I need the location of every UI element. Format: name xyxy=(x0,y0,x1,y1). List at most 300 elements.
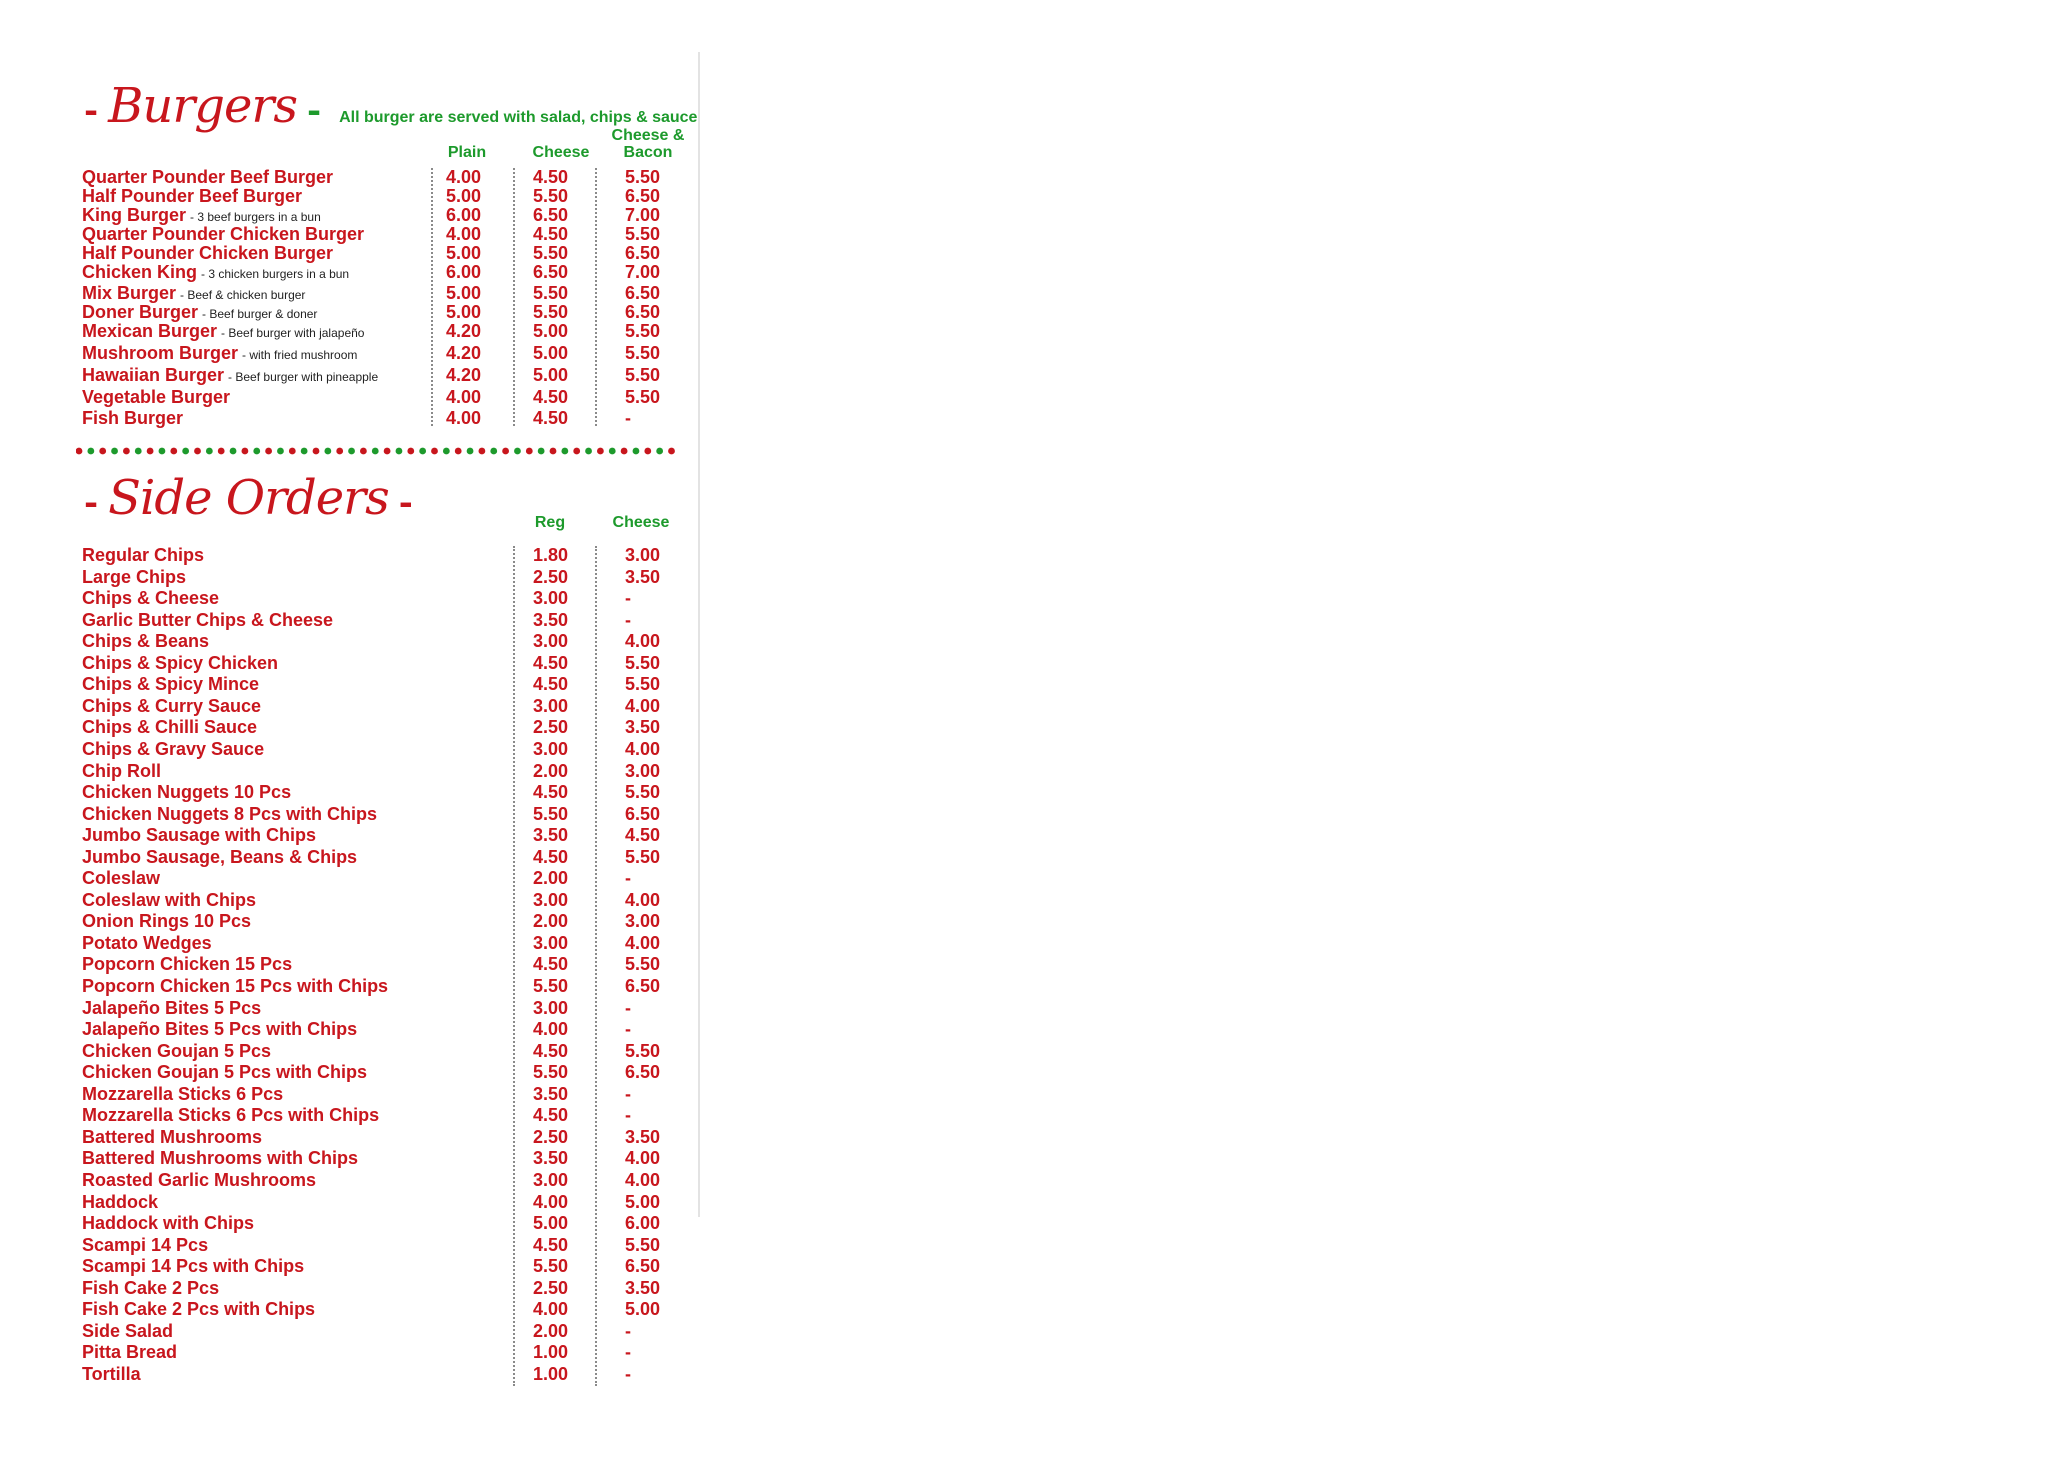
item-name: Doner Burger xyxy=(82,302,199,322)
item-price: 1.80 xyxy=(533,545,569,565)
sides-col-cheese: Cheese xyxy=(612,514,670,531)
divider-dot xyxy=(159,448,166,455)
item-price: 3.00 xyxy=(533,696,569,716)
menu-item-row xyxy=(82,911,702,931)
divider-dot xyxy=(621,448,628,455)
item-price: 3.00 xyxy=(533,998,569,1018)
item-name: Chicken King xyxy=(82,262,198,282)
item-name: Battered Mushrooms xyxy=(82,1127,263,1147)
section-divider xyxy=(76,446,676,456)
menu-item-row xyxy=(82,998,702,1018)
item-name: Jumbo Sausage with Chips xyxy=(82,825,317,845)
divider-dot xyxy=(99,448,106,455)
item-price: 3.50 xyxy=(625,717,661,737)
divider-dot xyxy=(419,448,426,455)
item-price: 6.00 xyxy=(625,1213,661,1233)
item-price: 4.00 xyxy=(625,890,661,910)
item-price: 4.50 xyxy=(533,387,569,407)
burgers-column-separator xyxy=(513,168,515,426)
item-price: 4.50 xyxy=(533,408,569,428)
item-price: 3.00 xyxy=(533,1170,569,1190)
item-name: Fish Burger xyxy=(82,408,184,428)
item-name: Chips & Spicy Chicken xyxy=(82,653,279,673)
item-price: - xyxy=(625,1019,631,1039)
item-price: 2.00 xyxy=(533,761,569,781)
divider-dot xyxy=(360,448,367,455)
item-name: Jalapeño Bites 5 Pcs xyxy=(82,998,262,1018)
item-price: 5.50 xyxy=(533,976,569,996)
item-name: Pitta Bread xyxy=(82,1342,178,1362)
item-name: Quarter Pounder Beef Burger xyxy=(82,167,334,187)
item-price: 3.00 xyxy=(533,890,569,910)
menu-item-row xyxy=(82,365,702,385)
divider-dot xyxy=(431,448,438,455)
item-price: 5.50 xyxy=(625,782,661,802)
item-description: - Beef burger with jalapeño xyxy=(221,326,365,340)
menu-item-row xyxy=(82,847,702,867)
item-price: 6.50 xyxy=(625,283,661,303)
item-price: - xyxy=(625,1105,631,1125)
item-name: Mexican Burger xyxy=(82,321,218,341)
item-name: Haddock with Chips xyxy=(82,1213,255,1233)
burgers-col-plain: Plain xyxy=(447,144,487,161)
item-price: 3.00 xyxy=(625,545,661,565)
item-price: 4.00 xyxy=(446,224,482,244)
menu-item-row xyxy=(82,804,702,824)
divider-dot xyxy=(111,448,118,455)
menu-item-row xyxy=(82,588,702,608)
item-price: 5.50 xyxy=(625,224,661,244)
menu-item-row xyxy=(82,1342,702,1362)
item-name: Regular Chips xyxy=(82,545,205,565)
item-price: 5.50 xyxy=(625,343,661,363)
item-price: 4.50 xyxy=(533,674,569,694)
divider-dot xyxy=(561,448,568,455)
divider-dot xyxy=(396,448,403,455)
item-price: 5.00 xyxy=(533,321,569,341)
item-name: Chips & Chilli Sauce xyxy=(82,717,258,737)
menu-item-row xyxy=(82,1321,702,1341)
divider-dot xyxy=(585,448,592,455)
item-name: Chicken Goujan 5 Pcs with Chips xyxy=(82,1062,368,1082)
menu-item-row xyxy=(82,283,702,303)
item-price: 3.50 xyxy=(533,1148,569,1168)
item-price: 3.00 xyxy=(533,933,569,953)
item-price: 6.00 xyxy=(446,262,482,282)
divider-dot xyxy=(147,448,154,455)
menu-item-row xyxy=(82,976,702,996)
divider-dot xyxy=(253,448,260,455)
menu-item-row xyxy=(82,302,702,322)
menu-item-row xyxy=(82,205,702,225)
item-name: Potato Wedges xyxy=(82,933,212,953)
item-price: 5.00 xyxy=(625,1299,661,1319)
burgers-column-separator xyxy=(431,168,433,426)
item-price: - xyxy=(625,408,631,428)
item-price: 7.00 xyxy=(625,262,661,282)
menu-item-row xyxy=(82,761,702,781)
menu-item-row xyxy=(82,1213,702,1233)
item-price: 6.50 xyxy=(625,243,661,263)
menu-item-row xyxy=(82,1256,702,1276)
menu-item-row xyxy=(82,1192,702,1212)
item-price: 4.20 xyxy=(446,343,482,363)
divider-dot xyxy=(336,448,343,455)
item-name: Onion Rings 10 Pcs xyxy=(82,911,252,931)
divider-dot xyxy=(301,448,308,455)
menu-item-row xyxy=(82,1148,702,1168)
item-name: Chips & Beans xyxy=(82,631,210,651)
item-name: Garlic Butter Chips & Cheese xyxy=(82,610,334,630)
item-price: 6.50 xyxy=(625,976,661,996)
item-price: 5.50 xyxy=(625,1235,661,1255)
item-price: 7.00 xyxy=(625,205,661,225)
item-price: 5.50 xyxy=(533,1256,569,1276)
item-name: Jalapeño Bites 5 Pcs with Chips xyxy=(82,1019,358,1039)
item-price: 5.50 xyxy=(625,387,661,407)
divider-dot xyxy=(372,448,379,455)
menu-item-row xyxy=(82,868,702,888)
menu-item-row xyxy=(82,739,702,759)
item-name: Scampi 14 Pcs xyxy=(82,1235,209,1255)
item-price: 5.50 xyxy=(625,954,661,974)
item-price: 4.00 xyxy=(625,933,661,953)
item-name: Haddock xyxy=(82,1192,159,1212)
item-name: Chicken Nuggets 8 Pcs with Chips xyxy=(82,804,378,824)
item-price: 4.00 xyxy=(446,167,482,187)
item-price: 4.00 xyxy=(533,1192,569,1212)
burgers-title: Burgers xyxy=(108,78,297,134)
item-price: 5.00 xyxy=(533,1213,569,1233)
divider-dot xyxy=(123,448,130,455)
item-price: 5.50 xyxy=(533,186,569,206)
item-price: 2.00 xyxy=(533,868,569,888)
menu-item-row xyxy=(82,262,702,282)
divider-dot xyxy=(194,448,201,455)
item-name: Chips & Spicy Mince xyxy=(82,674,260,694)
divider-dot xyxy=(265,448,272,455)
menu-item-row xyxy=(82,567,702,587)
menu-item-row xyxy=(82,1019,702,1039)
item-name: Chips & Curry Sauce xyxy=(82,696,262,716)
menu-item-row xyxy=(82,545,702,565)
item-name: Quarter Pounder Chicken Burger xyxy=(82,224,365,244)
item-price: 5.50 xyxy=(625,847,661,867)
item-name: Fish Cake 2 Pcs with Chips xyxy=(82,1299,316,1319)
item-price: - xyxy=(625,1342,631,1362)
item-price: - xyxy=(625,610,631,630)
item-description: - with fried mushroom xyxy=(242,348,358,362)
burgers-heading xyxy=(84,78,697,134)
item-price: 4.50 xyxy=(533,653,569,673)
item-price: 3.00 xyxy=(533,631,569,651)
item-price: - xyxy=(625,1084,631,1104)
item-name: Mushroom Burger xyxy=(82,343,239,363)
item-name: Hawaiian Burger xyxy=(82,365,225,385)
menu-panel xyxy=(0,0,700,1476)
divider-dot xyxy=(87,448,94,455)
item-price: 6.50 xyxy=(533,205,569,225)
item-price: 4.00 xyxy=(625,1148,661,1168)
divider-dot xyxy=(479,448,486,455)
divider-dot xyxy=(218,448,225,455)
item-name: Fish Cake 2 Pcs xyxy=(82,1278,220,1298)
burgers-column-separator xyxy=(595,168,597,426)
item-price: 6.50 xyxy=(533,262,569,282)
divider-dot xyxy=(407,448,414,455)
item-name: Chips & Cheese xyxy=(82,588,220,608)
item-name: Chicken Nuggets 10 Pcs xyxy=(82,782,292,802)
divider-dot xyxy=(230,448,237,455)
divider-dot xyxy=(609,448,616,455)
item-price: 4.50 xyxy=(533,782,569,802)
item-name: Tortilla xyxy=(82,1364,141,1384)
menu-item-row xyxy=(82,890,702,910)
item-name: Scampi 14 Pcs with Chips xyxy=(82,1256,305,1276)
menu-item-row xyxy=(82,1127,702,1147)
item-price: 4.50 xyxy=(533,1105,569,1125)
divider-dot xyxy=(277,448,284,455)
menu-item-row xyxy=(82,933,702,953)
item-price: 3.50 xyxy=(533,1084,569,1104)
menu-item-row xyxy=(82,717,702,737)
divider-dot xyxy=(597,448,604,455)
divider-dot xyxy=(550,448,557,455)
divider-dot xyxy=(455,448,462,455)
item-price: 5.50 xyxy=(533,804,569,824)
item-name: Jumbo Sausage, Beans & Chips xyxy=(82,847,358,867)
menu-item-row xyxy=(82,408,702,428)
item-price: 3.00 xyxy=(533,588,569,608)
menu-item-row xyxy=(82,1105,702,1125)
item-name: Half Pounder Chicken Burger xyxy=(82,243,334,263)
item-name: Mozzarella Sticks 6 Pcs xyxy=(82,1084,284,1104)
item-price: 4.00 xyxy=(446,408,482,428)
menu-item-row xyxy=(82,631,702,651)
menu-item-row xyxy=(82,321,702,341)
heading-dash-left: - xyxy=(84,91,99,131)
item-price: 3.50 xyxy=(625,567,661,587)
item-price: 6.50 xyxy=(625,302,661,322)
item-price: 4.20 xyxy=(446,365,482,385)
divider-dot xyxy=(324,448,331,455)
item-price: 4.00 xyxy=(533,1299,569,1319)
menu-item-row xyxy=(82,224,702,244)
item-price: 4.50 xyxy=(625,825,661,845)
menu-item-row xyxy=(82,343,702,363)
divider-dot xyxy=(348,448,355,455)
burgers-col-cheese: Cheese xyxy=(532,144,590,161)
item-price: 3.00 xyxy=(533,739,569,759)
item-price: 4.50 xyxy=(533,847,569,867)
menu-item-row xyxy=(82,1062,702,1082)
divider-dot xyxy=(206,448,213,455)
item-name: Popcorn Chicken 15 Pcs with Chips xyxy=(82,976,389,996)
divider-dot xyxy=(467,448,474,455)
item-description: - Beef burger & doner xyxy=(202,307,318,321)
menu-item-row xyxy=(82,1278,702,1298)
item-name: Chips & Gravy Sauce xyxy=(82,739,265,759)
menu-item-row xyxy=(82,1299,702,1319)
divider-dot xyxy=(182,448,189,455)
item-price: 3.50 xyxy=(533,610,569,630)
sides-heading xyxy=(84,470,413,526)
item-price: 6.50 xyxy=(625,804,661,824)
item-name: Chip Roll xyxy=(82,761,161,781)
menu-item-row xyxy=(82,1235,702,1255)
item-description: - Beef burger with pineapple xyxy=(228,370,379,384)
item-price: 2.00 xyxy=(533,1321,569,1341)
item-price: 6.50 xyxy=(625,1256,661,1276)
menu-item-row xyxy=(82,954,702,974)
item-price: 6.50 xyxy=(625,1062,661,1082)
item-price: 3.00 xyxy=(625,761,661,781)
item-price: 5.50 xyxy=(625,1041,661,1061)
sides-column-separator xyxy=(595,546,597,1386)
item-price: 4.00 xyxy=(446,387,482,407)
divider-dot xyxy=(135,448,142,455)
divider-dot xyxy=(289,448,296,455)
item-price: 5.50 xyxy=(625,653,661,673)
divider-dot xyxy=(170,448,177,455)
item-name: Mozzarella Sticks 6 Pcs with Chips xyxy=(82,1105,380,1125)
item-price: 5.50 xyxy=(533,302,569,322)
heading-dash-right: - xyxy=(306,91,322,131)
item-price: 4.00 xyxy=(625,631,661,651)
item-description: - Beef & chicken burger xyxy=(180,288,306,302)
item-price: 5.00 xyxy=(446,302,482,322)
menu-item-row xyxy=(82,1041,702,1061)
divider-dot xyxy=(76,448,82,455)
heading-dash-left: - xyxy=(84,483,99,523)
menu-item-row xyxy=(82,653,702,673)
divider-dot xyxy=(502,448,509,455)
menu-item-row xyxy=(82,186,702,206)
sides-col-reg: Reg xyxy=(534,514,566,531)
menu-item-row xyxy=(82,825,702,845)
item-name: Chicken Goujan 5 Pcs xyxy=(82,1041,272,1061)
item-name: Coleslaw with Chips xyxy=(82,890,257,910)
item-price: 4.00 xyxy=(625,1170,661,1190)
divider-dot xyxy=(242,448,249,455)
burgers-col-cheese-bacon: Cheese & Bacon xyxy=(611,127,685,161)
item-price: 6.00 xyxy=(446,205,482,225)
item-price: 4.50 xyxy=(533,1235,569,1255)
item-name: Battered Mushrooms with Chips xyxy=(82,1148,359,1168)
page-divider-line xyxy=(698,52,700,1217)
item-price: 2.50 xyxy=(533,717,569,737)
divider-dot xyxy=(633,448,640,455)
item-price: 5.50 xyxy=(533,283,569,303)
item-price: - xyxy=(625,588,631,608)
divider-dot xyxy=(573,448,580,455)
sides-title: Side Orders xyxy=(108,470,389,526)
item-price: 5.00 xyxy=(446,243,482,263)
divider-dot xyxy=(526,448,533,455)
item-price: - xyxy=(625,868,631,888)
item-price: 3.50 xyxy=(533,825,569,845)
menu-item-row xyxy=(82,610,702,630)
divider-dot xyxy=(313,448,320,455)
item-price: 6.50 xyxy=(625,186,661,206)
item-price: 3.00 xyxy=(625,911,661,931)
menu-item-row xyxy=(82,1364,702,1384)
item-price: 5.00 xyxy=(625,1192,661,1212)
divider-dot xyxy=(443,448,450,455)
item-name: Coleslaw xyxy=(82,868,161,888)
heading-dash-right: - xyxy=(398,483,413,523)
divider-dot xyxy=(538,448,545,455)
item-price: 4.50 xyxy=(533,954,569,974)
item-name: King Burger xyxy=(82,205,187,225)
item-price: 4.00 xyxy=(625,696,661,716)
menu-item-row xyxy=(82,782,702,802)
divider-dot xyxy=(644,448,651,455)
item-price: 5.00 xyxy=(533,365,569,385)
item-price: 5.50 xyxy=(625,167,661,187)
item-description: - 3 beef burgers in a bun xyxy=(190,210,321,224)
item-price: 1.00 xyxy=(533,1342,569,1362)
item-price: 4.20 xyxy=(446,321,482,341)
menu-item-row xyxy=(82,674,702,694)
item-price: 3.50 xyxy=(625,1127,661,1147)
divider-dot xyxy=(668,448,675,455)
item-name: Popcorn Chicken 15 Pcs xyxy=(82,954,293,974)
item-name: Half Pounder Beef Burger xyxy=(82,186,303,206)
item-price: 1.00 xyxy=(533,1364,569,1384)
divider-dot xyxy=(514,448,521,455)
item-price: 4.00 xyxy=(625,739,661,759)
item-price: 4.50 xyxy=(533,167,569,187)
item-price: 5.50 xyxy=(625,674,661,694)
item-price: 5.50 xyxy=(533,243,569,263)
item-price: 2.50 xyxy=(533,567,569,587)
item-price: 4.50 xyxy=(533,1041,569,1061)
menu-item-row xyxy=(82,387,702,407)
item-price: 2.50 xyxy=(533,1278,569,1298)
menu-item-row xyxy=(82,243,702,263)
menu-item-row xyxy=(82,696,702,716)
item-name: Side Salad xyxy=(82,1321,174,1341)
sides-column-separator xyxy=(513,546,515,1386)
item-name: Mix Burger xyxy=(82,283,177,303)
item-price: - xyxy=(625,998,631,1018)
menu-item-row xyxy=(82,1084,702,1104)
item-name: Vegetable Burger xyxy=(82,387,231,407)
item-price: 5.00 xyxy=(446,283,482,303)
item-name: Roasted Garlic Mushrooms xyxy=(82,1170,317,1190)
divider-dot xyxy=(490,448,497,455)
item-price: 5.00 xyxy=(533,343,569,363)
divider-dot xyxy=(656,448,663,455)
item-price: 4.00 xyxy=(533,1019,569,1039)
item-description: - 3 chicken burgers in a bun xyxy=(201,267,350,281)
divider-dot xyxy=(384,448,391,455)
item-price: - xyxy=(625,1321,631,1341)
item-price: 2.00 xyxy=(533,911,569,931)
item-price: - xyxy=(625,1364,631,1384)
menu-item-row xyxy=(82,167,702,187)
item-price: 5.50 xyxy=(625,365,661,385)
item-price: 2.50 xyxy=(533,1127,569,1147)
item-price: 3.50 xyxy=(625,1278,661,1298)
item-name: Large Chips xyxy=(82,567,187,587)
item-price: 5.00 xyxy=(446,186,482,206)
item-price: 5.50 xyxy=(533,1062,569,1082)
item-price: 4.50 xyxy=(533,224,569,244)
item-price: 5.50 xyxy=(625,321,661,341)
menu-item-row xyxy=(82,1170,702,1190)
